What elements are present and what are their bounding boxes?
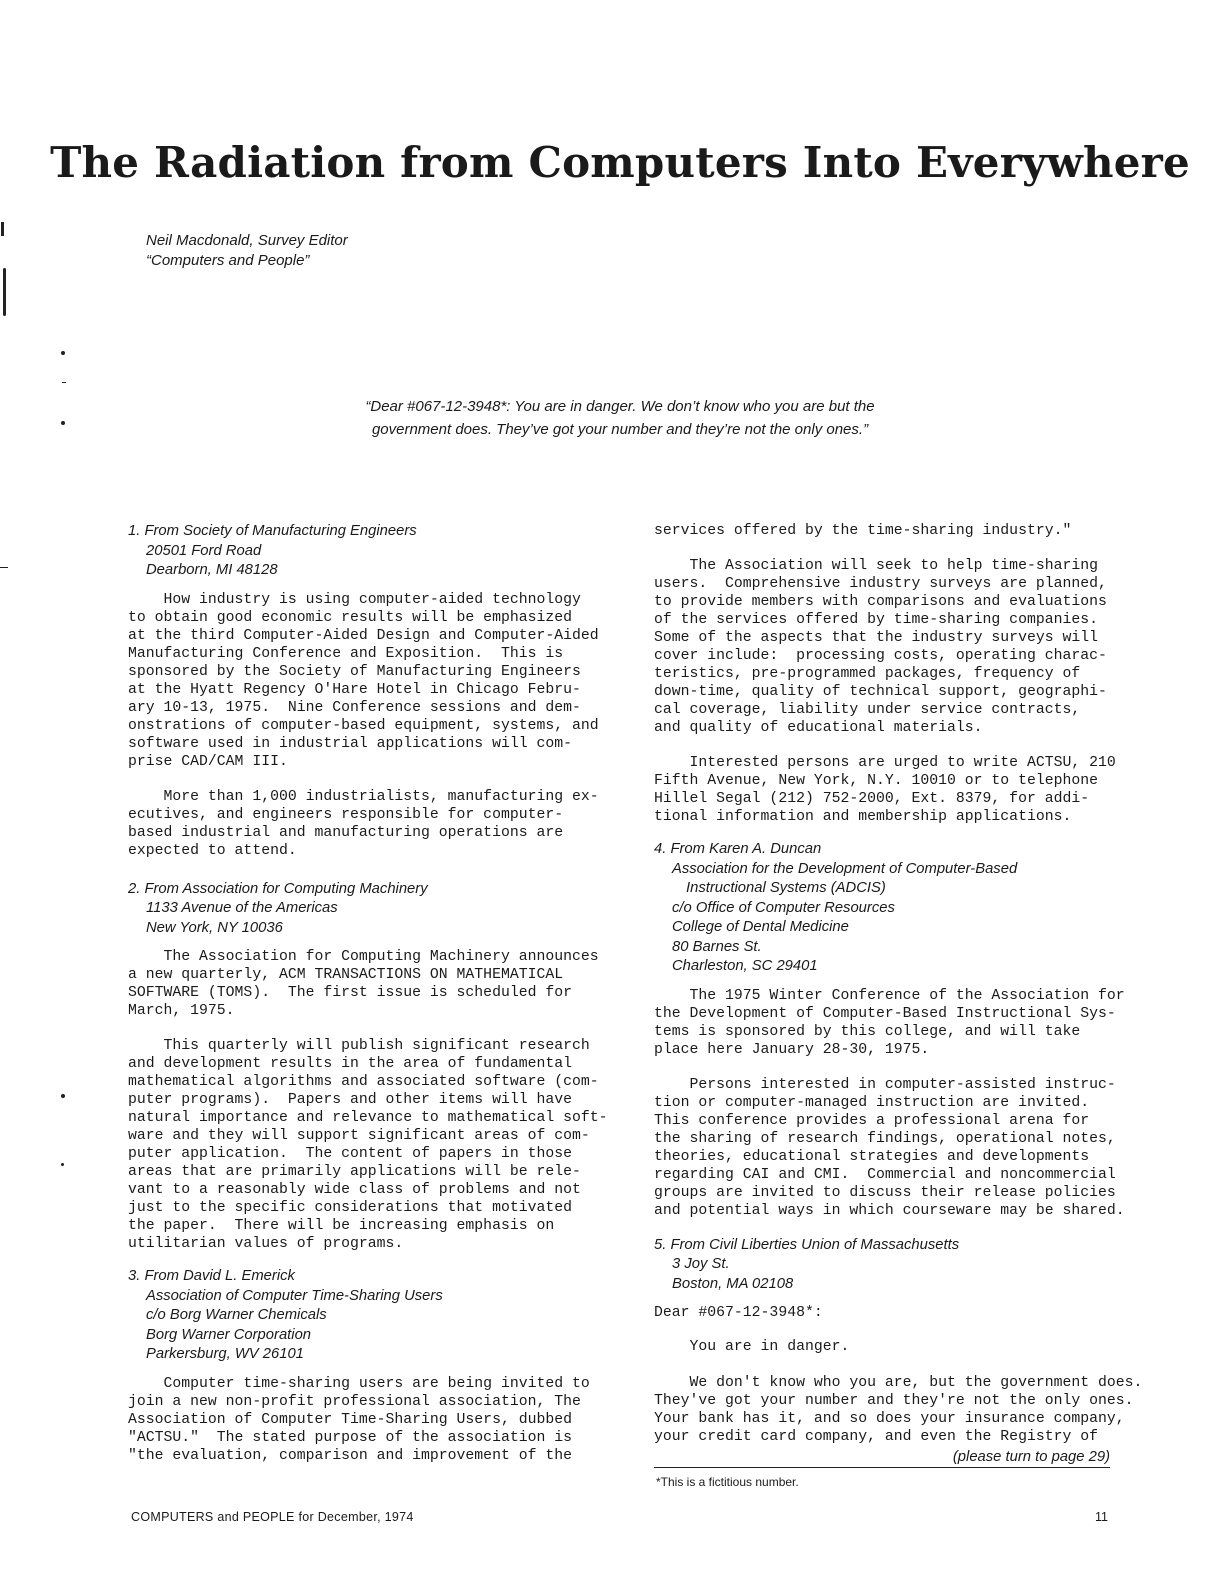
left-column [128,522,618,1482]
section-4-paragraph: The 1975 Winter Conference of the Association for the Development of Computer-Based Instructional Sys- tems is sponsored by this college, and will take place here January 28-30, 1975. [654,987,1125,1058]
scan-mark [1,222,4,236]
section-1-paragraph: How industry is using computer-aided technology to obtain good economic results will be emphasized at the third Computer-Aided Design and Computer-Aided Manufacturing Conference and Exposition. This is sponsored by the Society of Manufacturing Engineers at the Hyatt Regency O'Hare Hotel in Chicago Febru- ary 10-13, 1975. Nine Conference sessions and dem- onstrations of computer-based equipment, systems, and software used in industrial applications will com- prise CAD/CAM III. [128,591,599,770]
footnote: *This is a fictitious number. [656,1475,799,1489]
scan-mark [62,382,66,383]
section-3-header: 3. From David L. Emerick Association of Computer Time-Sharing Users c/o Borg Warner Chemicals Borg Warner Corporation Parkersburg, WV 26101 [128,1268,443,1362]
scan-mark [61,1163,64,1166]
letter-line: You are in danger. [654,1339,850,1355]
section-3-paragraph: Computer time-sharing users are being invited to join a new non-profit professional association, The Association of Computer Time-Sharing Users, dubbed "ACTSU." The stated purpose of the association is "the evaluation, comparison and improvement of the [128,1375,590,1464]
byline-author: Neil Macdonald, Survey Editor [146,232,348,249]
letter-salutation: Dear #067-12-3948*: [654,1305,823,1321]
byline [146,231,348,271]
section-5-header: 5. From Civil Liberties Union of Massachusetts 3 Joy St. Boston, MA 02108 [654,1236,960,1292]
section-3-paragraph: Interested persons are urged to write ACTSU, 210 Fifth Avenue, New York, N.Y. 10010 or to telephone Hillel Segal (212) 752-2000, Ext. 8379, for addi- tional information and membership applications. [654,755,1116,825]
section-3-paragraph-continued: services offered by the time-sharing industry." [654,523,1072,539]
epigraph-quote [230,395,1010,441]
scan-mark [61,351,65,355]
epigraph-line: “Dear #067-12-3948*: You are in danger. We don’t know who you are but the [365,398,875,415]
byline-publication: “Computers and People” [146,252,310,269]
scan-mark [61,1094,65,1098]
section-4-header: 4. From Karen A. Duncan Association for the Development of Computer-Based Instructional Systems (ADCIS) c/o Office of Computer Resources College of Dental Medicine 80 Barnes St. Charleston, SC 29401 [654,841,1018,974]
epigraph-line: government does. They’ve got your number and they’re not the only ones.” [371,421,869,438]
scan-mark [0,567,8,568]
section-4-paragraph: Persons interested in computer-assisted instruc- tion or computer-managed instruction are invited. This conference provides a professional arena for the sharing of research findings, operational notes, theories, educational strategies and developments regarding CAI and CMI. Commercial and noncommercial groups are invited to discuss their release policies and potential ways in which courseware may be shared. [654,1076,1125,1219]
article-title: The Radiation from Computers Into Everywhere [50,138,1190,187]
section-1-header: 1. From Society of Manufacturing Engineers 20501 Ford Road Dearborn, MI 48128 [128,523,417,578]
footer-publication: COMPUTERS and PEOPLE for December, 1974 [131,1510,414,1524]
right-column [654,522,1144,1463]
continuation-note: (please turn to page 29) [654,1449,1110,1468]
page-number: 11 [1095,1510,1108,1524]
section-1-paragraph: More than 1,000 industrialists, manufacturing ex- ecutives, and engineers responsible for computer- based industrial and manufacturing operations are expected to attend. [128,788,599,859]
scan-mark [61,421,65,425]
section-2-paragraph: The Association for Computing Machinery announces a new quarterly, ACM TRANSACTIONS ON MATHEMATICAL SOFTWARE (TOMS). The first issue is scheduled for March, 1975. [128,949,599,1019]
scan-mark [3,268,6,316]
section-2-header: 2. From Association for Computing Machinery 1133 Avenue of the Americas New York, NY 10036 [128,880,428,936]
section-2-paragraph: This quarterly will publish significant research and development results in the area of fundamental mathematical algorithms and associated software (com- puter programs). Papers and other items will have natural importance and relevance to mathematical soft- ware and they will support significant areas of com- puter application. The content of papers in those areas that are primarily applications will be rele- vant to a reasonably wide class of problems and not just to the specific considerations that motivated the paper. There will be increasing emphasis on utilitarian values of programs. [128,1038,608,1252]
letter-paragraph: We don't know who you are, but the government does. They've got your number and they're not the only ones. Your bank has it, and so does your insurance company, your credit card company, and even the Registry of [654,1375,1143,1445]
section-3-paragraph: The Association will seek to help time-sharing users. Comprehensive industry surveys are planned, to provide members with comparisons and evaluations of the services offered by time-sharing companies. Some of the aspects that the industry surveys will cover include: processing costs, operating charac- teristics, pre-programmed packages, frequency of down-time, quality of technical support, geographi- cal coverage, liability under service contracts, and quality of educational materials. [654,558,1107,736]
